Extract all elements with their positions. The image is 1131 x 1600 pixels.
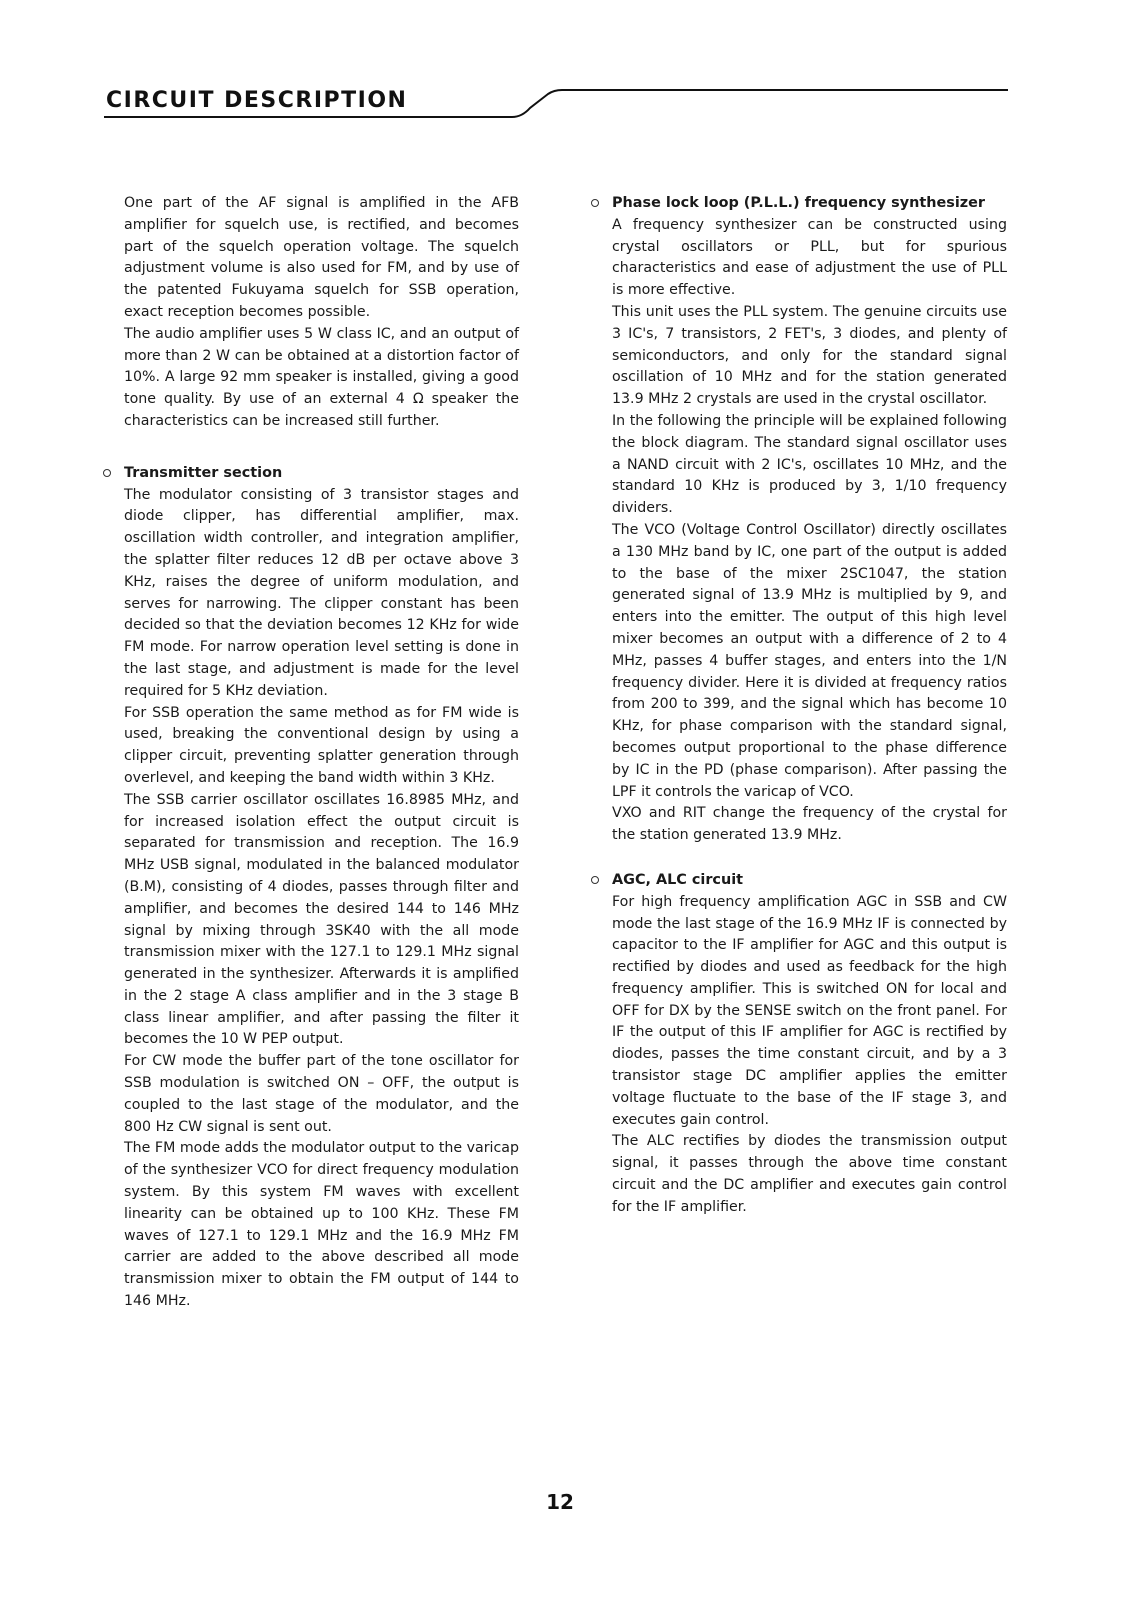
left-column bbox=[124, 193, 519, 1313]
transmitter-paragraph-2: For SSB operation the same method as for FM wide is used, breaking the conventional design by using a clipper circuit, preventing splatter generation through overlevel, and keeping the band width within 3 KHz. bbox=[124, 704, 519, 786]
page-title: CIRCUIT DESCRIPTION bbox=[106, 88, 408, 113]
pll-heading bbox=[612, 193, 1007, 215]
page-header bbox=[0, 0, 1131, 130]
transmitter-section bbox=[124, 463, 519, 1313]
transmitter-paragraph-3: The SSB carrier oscillator oscillates 16.8985 MHz, and for increased isolation effect the output circuit is separated for transmission and reception. The 16.9 MHz USB signal, modulated in the balanced modulator (B.M), consisting of 4 diodes, passes through filter and amplifier, and becomes the desired 144 to 146 MHz signal by mixing through 3SK40 with the all mode transmission mixer with the 127.1 to 129.1 MHz signal generated in the synthesizer. Afterwards it is amplified in the 2 stage A class amplifier and in the 3 stage B class linear amplifier, and after passing the filter it becomes the 10 W PEP output. bbox=[124, 791, 519, 1048]
pll-paragraph-1: A frequency synthesizer can be constructed using crystal oscillators or PLL, but for spurious characteristics and ease of adjustment the use of PLL is more effective. bbox=[612, 216, 1007, 299]
page-number: 12 bbox=[546, 1490, 574, 1514]
pll-paragraph-5: VXO and RIT change the frequency of the crystal for the station generated 13.9 MHz. bbox=[612, 805, 1007, 844]
pll-paragraph-2: This unit uses the PLL system. The genuine circuits use 3 IC's, 7 transistors, 2 FET's, 3 diodes, and plenty of semiconductors, and only for the standard signal oscillation of 10 MHz and for the station generated 13.9 MHz 2 crystals are used in the crystal oscillator. bbox=[612, 303, 1007, 408]
intro-paragraph-1: One part of the AF signal is amplified in the AFB amplifier for squelch use, is rectified, and becomes part of the squelch operation voltage. The squelch adjustment volume is also used for FM, and by use of the patented Fukuyama squelch for SSB operation, exact reception becomes possible. bbox=[124, 195, 519, 320]
agc-alc-section bbox=[612, 870, 1007, 1219]
transmitter-paragraph-4: For CW mode the buffer part of the tone oscillator for SSB modulation is switched ON – OFF, the output is coupled to the last stage of the modulator, and the 800 Hz CW signal is sent out. bbox=[124, 1053, 519, 1135]
transmitter-paragraph-1: The modulator consisting of 3 transistor stages and diode clipper, has differential amplifier, max. oscillation width controller, and integration amplifier, the splatter filter reduces 12 dB per octave above 3 KHz, raises the degree of uniform modulation, and serves for narrowing. The clipper constant has been decided so that the deviation becomes 12 KHz for wide FM mode. For narrow operation level setting is done in the last stage, and adjustment is made for the level required for 5 KHz deviation. bbox=[124, 486, 519, 699]
pll-heading-text: Phase lock loop (P.L.L.) frequency synthesizer bbox=[612, 195, 985, 211]
pll-paragraph-4: The VCO (Voltage Control Oscillator) directly oscillates a 130 MHz band by IC, one part of the output is added to the base of the mixer 2SC1047, the station generated signal of 13.9 MHz is multiplied by 9, and enters into the emitter. The output of this high level mixer becomes an output with a difference of 2 to 4 MHz, passes 4 buffer stages, and enters into the 1/N frequency divider. Here it is divided at frequency ratios from 200 to 399, and the signal which has become 10 KHz, for phase comparison with the standard signal, becomes output proportional to the phase difference by IC in the PD (phase comparison). After passing the LPF it controls the varicap of VCO. bbox=[612, 521, 1007, 800]
agc-alc-heading-text: AGC, ALC circuit bbox=[612, 871, 744, 888]
agc-paragraph-1: For high frequency amplification AGC in SSB and CW mode the last stage of the 16.9 MHz IF is connected by capacitor to the IF amplifier for AGC and this output is rectified by diodes and used as feedback for the high frequency amplifier. This is switched ON for local and OFF for DX by the SENSE switch on the front panel. For IF the output of this IF amplifier for AGC is rectified by diodes, passes the time constant circuit, and by a 3 transistor stage DC amplifier applies the emitter voltage fluctuate to the base of the IF stage 3, and executes gain control. bbox=[612, 893, 1007, 1128]
agc-alc-heading bbox=[612, 870, 1007, 892]
transmitter-heading-text: Transmitter section bbox=[124, 464, 283, 481]
right-column bbox=[612, 193, 1007, 1219]
pll-paragraph-3: In the following the principle will be explained following the block diagram. The standard signal oscillator uses a NAND circuit with 2 IC's, oscillates 10 MHz, and the standard 10 KHz is produced by 3, 1/10 frequency dividers. bbox=[612, 412, 1007, 517]
bullet-circle-icon bbox=[591, 199, 599, 207]
transmitter-paragraph-5: The FM mode adds the modulator output to the varicap of the synthesizer VCO for direct frequency modulation system. By this system FM waves with excellent linearity can be obtained up to 100 KHz. These FM waves of 127.1 to 129.1 MHz and the 16.9 MHz FM carrier are added to the above described all mode transmission mixer to obtain the FM output of 144 to 146 MHz. bbox=[124, 1140, 519, 1310]
pll-section bbox=[612, 193, 1007, 847]
bullet-circle-icon bbox=[591, 876, 599, 884]
transmitter-heading bbox=[124, 463, 519, 485]
agc-paragraph-2: The ALC rectifies by diodes the transmission output signal, it passes through the above time constant circuit and the DC amplifier and executes gain control for the IF amplifier. bbox=[612, 1133, 1007, 1215]
intro-paragraph-2: The audio amplifier uses 5 W class IC, and an output of more than 2 W can be obtained at a distortion factor of 10%. A large 92 mm speaker is installed, giving a good tone quality. By use of an external 4 Ω speaker the characteristics can be increased still further. bbox=[124, 325, 519, 429]
bullet-circle-icon bbox=[103, 469, 111, 477]
